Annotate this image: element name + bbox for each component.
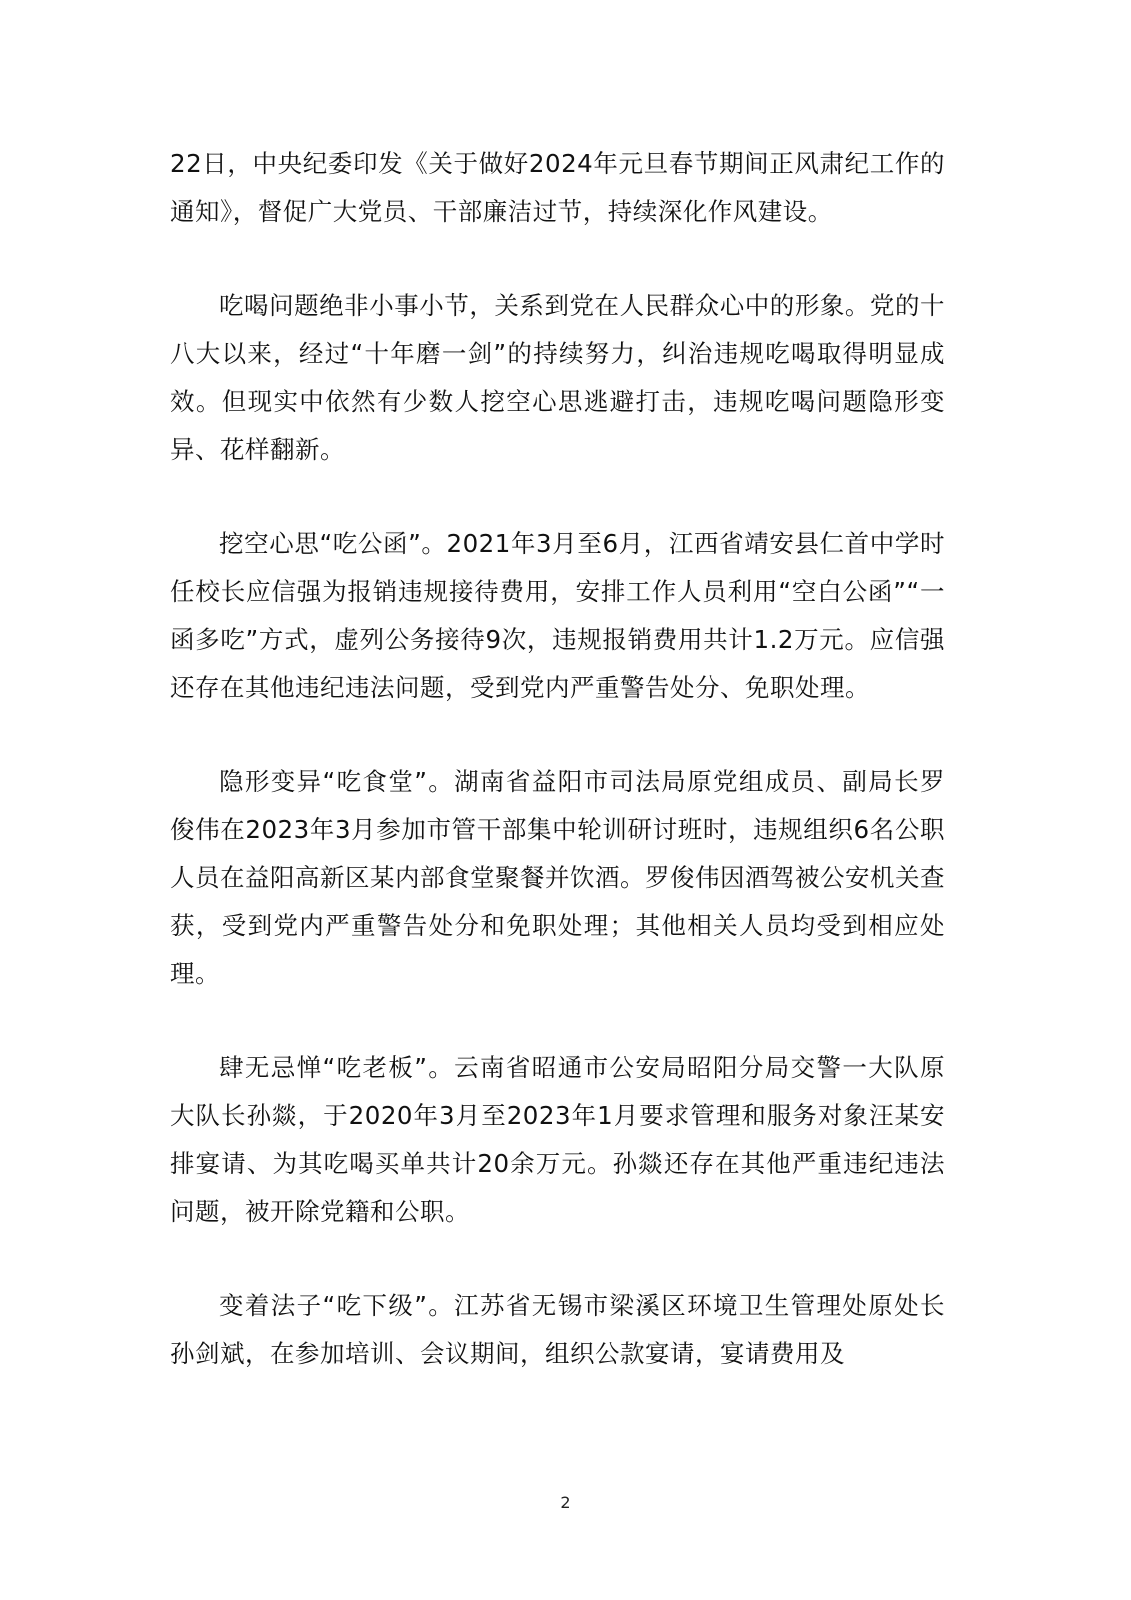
paragraph-subordinate: 变着法子“吃下级”。江苏省无锡市梁溪区环境卫生管理处原处长孙剑斌，在参加培训、会议期间，组织公款宴请，宴请费用及 (170, 1291, 945, 1368)
paragraph-official-letter: 挖空心思“吃公函”。2021年3月至6月，江西省靖安县仁首中学时任校长应信强为报销违规接待费用，安排工作人员利用“空白公函”“一函多吃”方式，虚列公务接待9次，违规报销费用共计1.2万元。应信强还存在其他违纪违法问题，受到党内严重警告处分、免职处理。 (170, 529, 945, 702)
page-number: 2 (560, 1493, 571, 1512)
paragraph-continuation: 22日，中央纪委印发《关于做好2024年元旦春节期间正风肃纪工作的通知》，督促广大党员、干部廉洁过节，持续深化作风建设。 (170, 149, 945, 226)
paragraph-dining-issue: 吃喝问题绝非小事小节，关系到党在人民群众心中的形象。党的十八大以来，经过“十年磨一剑”的持续努力，纠治违规吃喝取得明显成效。但现实中依然有少数人挖空心思逃避打击，违规吃喝问题隐形变异、花样翻新。 (170, 291, 945, 464)
document-body (170, 140, 945, 1424)
paragraph-canteen: 隐形变异“吃食堂”。湖南省益阳市司法局原党组成员、副局长罗俊伟在2023年3月参加市管干部集中轮训研讨班时，违规组织6名公职人员在益阳高新区某内部食堂聚餐并饮酒。罗俊伟因酒驾被公安机关查获，受到党内严重警告处分和免职处理；其他相关人员均受到相应处理。 (170, 767, 945, 988)
paragraph-boss: 肆无忌惮“吃老板”。云南省昭通市公安局昭阳分局交警一大队原大队长孙燚，于2020年3月至2023年1月要求管理和服务对象汪某安排宴请、为其吃喝买单共计20余万元。孙燚还存在其他严重违纪违法问题，被开除党籍和公职。 (170, 1053, 945, 1226)
